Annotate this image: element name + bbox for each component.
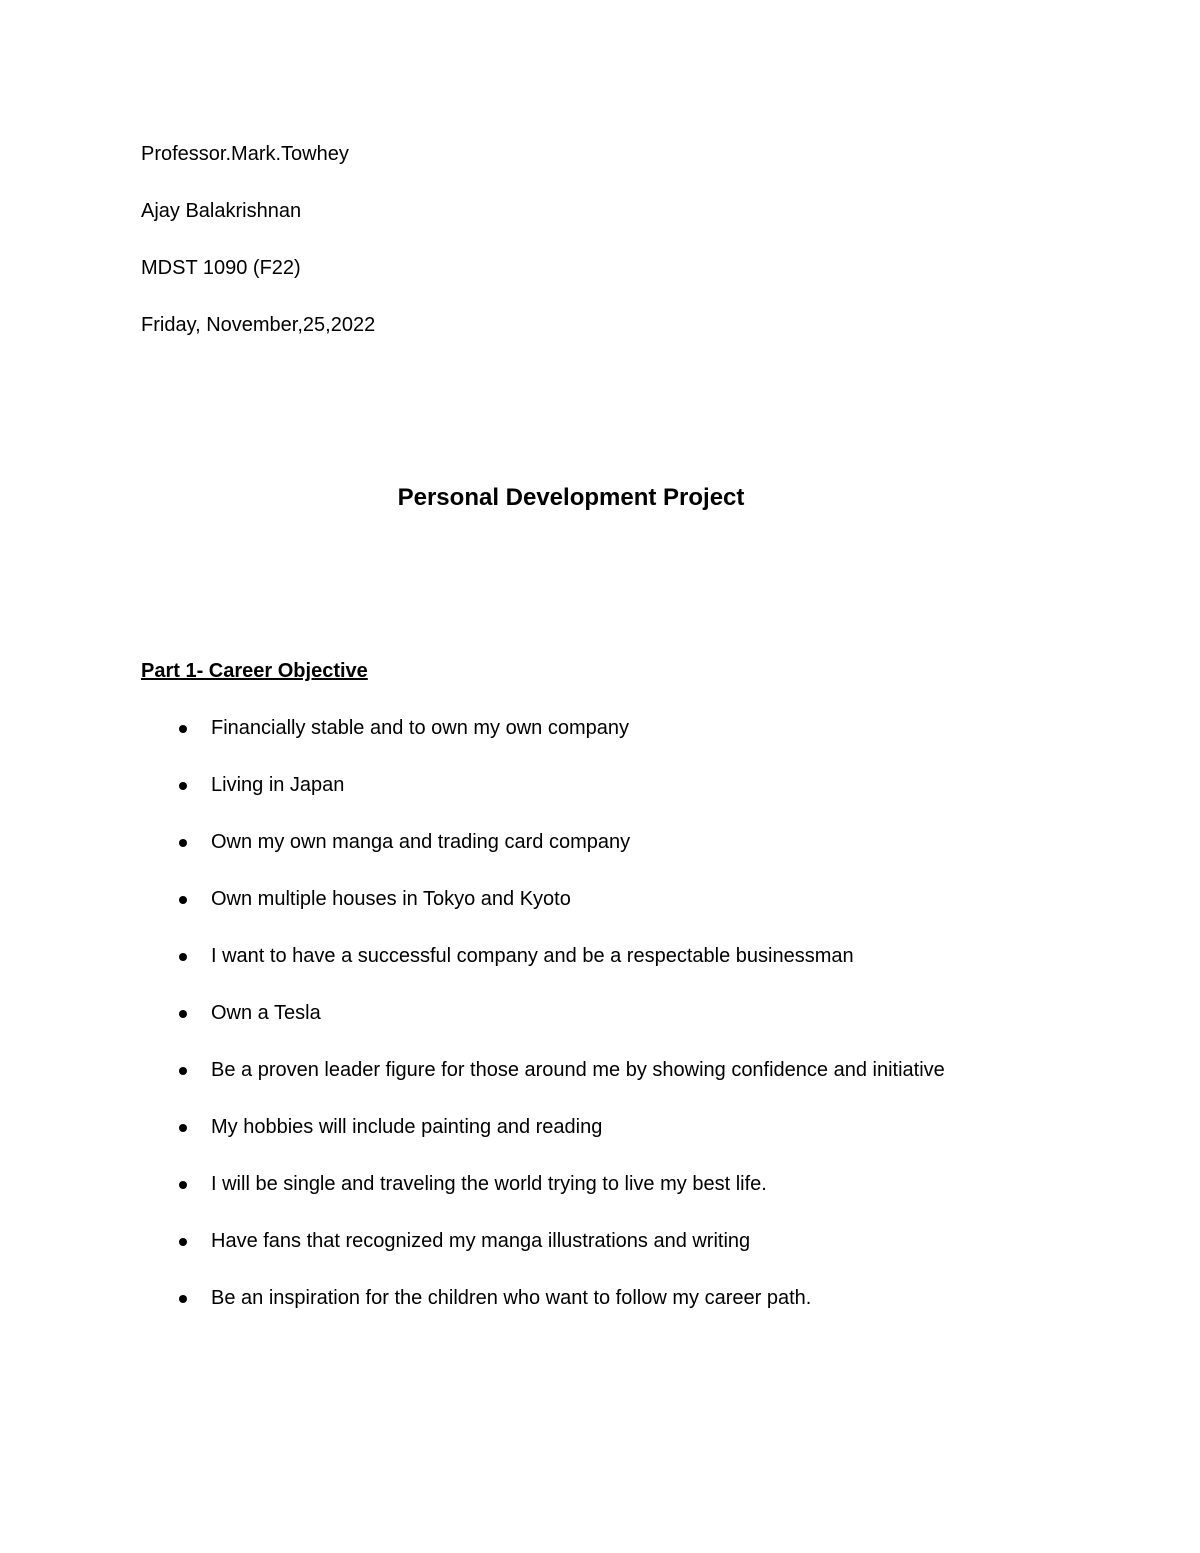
list-item <box>0 1172 1100 1196</box>
list-item <box>0 1115 1100 1139</box>
bullet-icon <box>179 839 187 847</box>
bullet-icon <box>179 1124 187 1132</box>
list-item-text: My hobbies will include painting and reading <box>211 1116 603 1138</box>
bullet-icon <box>179 725 187 733</box>
list-item <box>0 944 1100 968</box>
professor-name: Professor.Mark.Towhey <box>141 143 349 165</box>
bullet-icon <box>179 1181 187 1189</box>
list-item <box>0 887 1100 911</box>
list-item <box>0 716 1100 740</box>
bullet-icon <box>179 1295 187 1303</box>
document-title: Personal Development Project <box>397 484 745 511</box>
list-item <box>0 773 1100 797</box>
student-name: Ajay Balakrishnan <box>141 200 302 222</box>
list-item <box>0 1229 1100 1253</box>
bullet-icon <box>179 782 187 790</box>
bullet-icon <box>179 896 187 904</box>
document-date: Friday, November,25,2022 <box>141 314 376 336</box>
list-item-text: I want to have a successful company and be a respectable businessman <box>211 945 854 967</box>
list-item-text: Have fans that recognized my manga illustrations and writing <box>211 1230 751 1252</box>
list-item <box>0 830 1100 854</box>
list-item-text: Own a Tesla <box>211 1002 321 1024</box>
list-item <box>0 1001 1100 1025</box>
course-code: MDST 1090 (F22) <box>141 257 301 279</box>
list-item-text: I will be single and traveling the world trying to live my best life. <box>211 1173 767 1195</box>
list-item-text: Be a proven leader figure for those around me by showing confidence and initiative <box>211 1059 945 1081</box>
list-item-text: Own my own manga and trading card company <box>211 831 631 853</box>
list-item-text: Be an inspiration for the children who want to follow my career path. <box>211 1287 812 1309</box>
list-item-text: Living in Japan <box>211 774 345 796</box>
section-heading: Part 1- Career Objective <box>141 660 368 682</box>
list-item <box>0 1286 1100 1310</box>
bullet-icon <box>179 1238 187 1246</box>
list-item <box>0 1058 1100 1082</box>
bullet-icon <box>179 1010 187 1018</box>
list-item-text: Financially stable and to own my own company <box>211 717 629 739</box>
list-item-text: Own multiple houses in Tokyo and Kyoto <box>211 888 571 910</box>
bullet-icon <box>179 1067 187 1075</box>
bullet-icon <box>179 953 187 961</box>
